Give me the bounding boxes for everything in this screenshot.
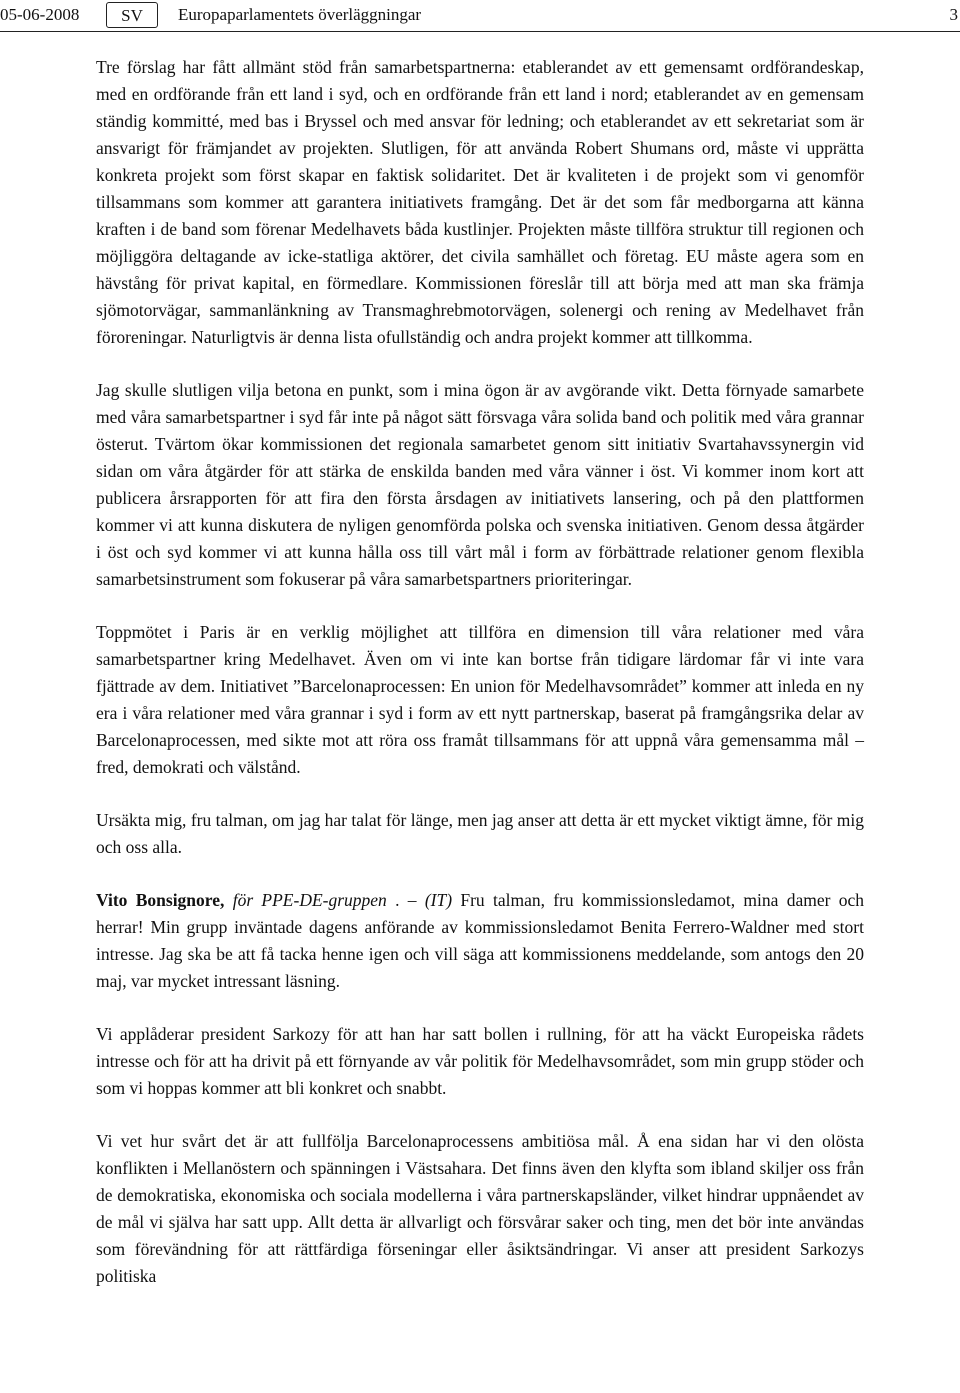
paragraph: Vi vet hur svårt det är att fullfölja Barcelonaprocessens ambitiösa mål. Å ena sidan har vi den olösta konflikten i Mellanöstern och spänningen i Västsahara. Det finns även den klyfta som ibland skiljer oss från de demokratiska, ekonomiska och sociala modellerna i våra partnerskapsländer, vilket hindrar uppnåendet av de mål vi själva har satt upp. Allt detta är allvarligt och försvårar saker och ting, men det bör inte användas som förevändning för att rättfärdiga förseningar eller åsiktsändringar. Vi anser att president Sarkozys politiska: [96, 1131, 864, 1286]
speech-separator: . –: [386, 890, 425, 910]
speech-text: Fru talman, fru kommissionsledamot, mina damer och herrar! Min grupp inväntade dagens anförande av kommissionsledamot Benita Ferrero-Waldner med stort intresse. Jag ska be att få tacka henne igen och vill säga att kommissionens meddelande, som antogs den 20 maj, var mycket intressant läsning.: [96, 890, 864, 991]
document-title: Europaparlamentets överläggningar: [178, 5, 422, 24]
header-date: 05-06-2008: [0, 5, 80, 24]
paragraph: Tre förslag har fått allmänt stöd från samarbetspartnerna: etablerandet av ett gemensamt ordförandeskap, med en ordförande från ett land i syd, och en ordförande från ett land i nord; etablerandet av en gemensam ständig kommitté, med bas i Bryssel och med ansvar för ledning; och etablerandet av ett sekretariat som är ansvarigt för främjandet av projekten. Slutligen, för att använda Robert Shumans ord, måste vi upprätta konkreta projekt som först skapar en faktisk solidaritet. Det är kvaliteten i de projekt som vi genomför tillsammans som kommer att garantera initiativets framgång. Det är det som får medborgarna att känna kraften i de band som förenar Medelhavets båda kustlinjer. Projekten måste tillföra struktur till regionen och möjliggöra deltagande av icke-statliga aktörer, det civila samhället och företag. EU måste agera som en hävstång för privat kapital, en förmedlare. Kommissionen föreslår till att börja med att man ska främja sjömotorvägar, sammanlänkning av Transmaghrebmotorvägen, solenergi och rening av Medelhavet från föroreningar. Naturligtvis är denna lista ofullständig och andra projekt kommer att tillkomma.: [96, 57, 864, 347]
paragraph: Jag skulle slutligen vilja betona en punkt, som i mina ögon är av avgörande vikt. Detta förnyade samarbete med våra samarbetspartner i syd får inte på något sätt försvaga våra solida band och politik med våra grannar österut. Tvärtom ökar kommissionen det regionala samarbetet genom sitt initiativ Svartahavssynergin vid sidan om våra åtgärder för att stärka de enskilda banden med våra vänner i öst. Vi kommer inom kort att publicera årsrapporten för att fira den första årsdagen av initiativets lansering, och på den plattformen kommer vi att kunna diskutera de nyligen genomförda polska och svenska initiativen. Genom dessa åtgärder i öst och syd kommer vi att kunna hålla oss till vårt mål i form av förbättrade relationer genom flexibla samarbetsinstrument som fokuserar på våra samarbetspartners prioriteringar.: [96, 380, 864, 589]
paragraph: Toppmötet i Paris är en verklig möjlighet att tillföra en dimension till våra relationer med våra samarbetspartner kring Medelhavet. Även om vi inte kan bortse från tidigare lärdomar får vi inte vara fjättrade av dem. Initiativet ”Barcelonaprocessen: En union för Medelhavsområdet” kommer att inleda en ny era i våra relationer med våra grannar i syd i form av ett nytt partnerskap, baserat på framgångsrika delar av Barcelonaprocessen, med sikte mot att röra oss framåt tillsammans för att uppnå våra gemensamma mål – fred, demokrati och välstånd.: [96, 622, 864, 777]
page-number: 3: [949, 5, 958, 24]
page-header: [0, 0, 960, 30]
language-badge: SV: [106, 2, 158, 28]
document-body: [96, 54, 864, 1316]
paragraph: Vi applåderar president Sarkozy för att han har satt bollen i rullning, för att ha väckt Europeiska rådets intresse och för att ha drivit på ett förnyande av vår politik för Medelhavsområdet, som min grupp stöder och som vi hoppas kommer att bli konkret och snabbt.: [96, 1024, 864, 1098]
speech-language: (IT): [424, 890, 453, 910]
header-divider: [0, 31, 960, 32]
speaker-name: Vito Bonsignore,: [96, 890, 225, 910]
paragraph: Ursäkta mig, fru talman, om jag har talat för länge, men jag anser att detta är ett mycket viktigt ämne, för mig och oss alla.: [96, 810, 864, 857]
speech-paragraph: [96, 887, 864, 995]
speaker-group: för PPE-DE-gruppen: [232, 890, 387, 910]
